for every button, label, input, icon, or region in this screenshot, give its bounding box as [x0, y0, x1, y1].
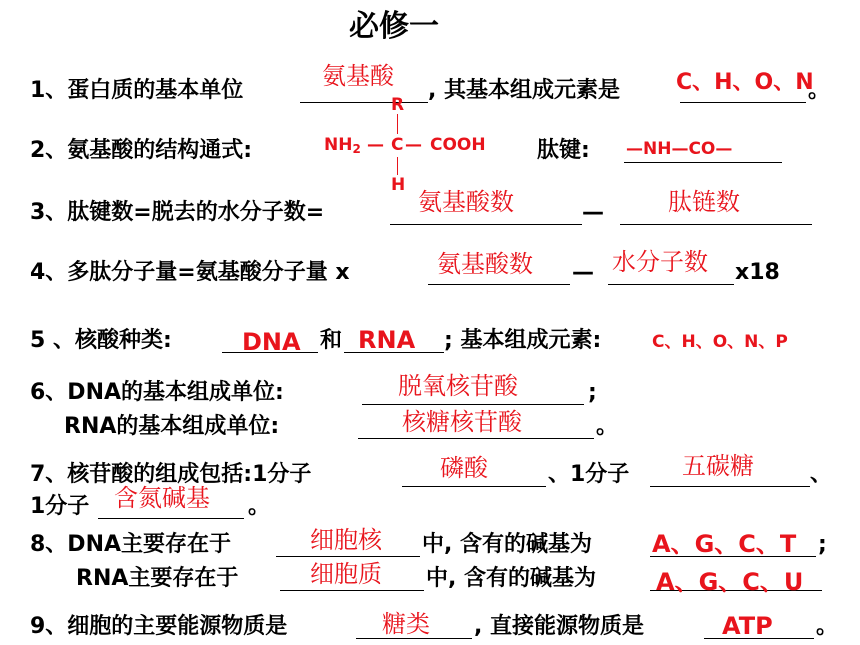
q8-answer4: A、G、C、U — [656, 568, 804, 596]
q1-answer2: C、H、O、N — [676, 70, 814, 95]
formula-cooh: COOH — [430, 135, 486, 155]
q9-answer2: ATP — [722, 612, 773, 640]
formula-dash1: — — [367, 135, 384, 155]
q8-text3: RNA主要存在于 — [76, 566, 239, 591]
q1-blank1-line — [300, 102, 428, 103]
q1-text: 1、蛋白质的基本单位 — [30, 78, 244, 103]
q8-blank1-line — [276, 556, 420, 557]
q5-answer2: RNA — [358, 326, 416, 354]
q3-minus: — — [582, 200, 604, 225]
q3-blank2-line — [620, 224, 812, 225]
q6-blank2-line — [358, 438, 594, 439]
q7-answer2: 五碳糖 — [682, 452, 754, 480]
q5-text: 5 、核酸种类: — [30, 328, 172, 353]
q9-blank1-line — [356, 638, 472, 639]
q8-end1: ; — [818, 532, 827, 557]
formula-bond-bottom — [397, 157, 398, 175]
formula-h: H — [391, 175, 406, 195]
q4-blank2-line — [608, 284, 734, 285]
q6-end1: ; — [588, 380, 597, 405]
q4-answer2: 水分子数 — [612, 248, 708, 276]
q2-blank-line — [624, 162, 782, 163]
q7-end: 。 — [248, 494, 271, 519]
q1-end: 。 — [808, 78, 831, 103]
q1-text2: , 其基本组成元素是 — [428, 78, 621, 103]
q8-answer1: 细胞核 — [310, 526, 382, 554]
q4-blank1-line — [428, 284, 570, 285]
q1-blank2-line — [680, 102, 806, 103]
q6-text2: RNA的基本组成单位: — [64, 414, 280, 439]
q7-text3: 、 — [810, 462, 833, 487]
q6-answer2: 核糖核苷酸 — [402, 408, 522, 436]
q8-answer3: 细胞质 — [310, 560, 382, 588]
q5-text2: ; 基本组成元素: — [444, 328, 602, 353]
q9-end: 。 — [816, 614, 839, 639]
q6-text: 6、DNA的基本组成单位: — [30, 380, 284, 405]
q3-answer1: 氨基酸数 — [418, 188, 514, 216]
q7-text2: 、1分子 — [548, 462, 630, 487]
q3-blank1-line — [390, 224, 582, 225]
q6-end2: 。 — [596, 414, 619, 439]
q1-answer1: 氨基酸 — [322, 62, 394, 90]
q6-answer1: 脱氧核苷酸 — [398, 372, 518, 400]
formula-bond-top — [397, 114, 398, 134]
q4-minus: — — [572, 260, 594, 285]
q4-tail: x18 — [735, 260, 780, 285]
q7-blank2-line — [650, 486, 810, 487]
q2-peptide-label: 肽键: — [537, 138, 590, 163]
q7-text: 7、核苷酸的组成包括:1分子 — [30, 462, 312, 487]
q5-and: 和 — [320, 328, 343, 353]
q4-text: 4、多肽分子量=氨基酸分子量 x — [30, 260, 350, 285]
q7-answer1: 磷酸 — [440, 454, 488, 482]
q3-answer2: 肽链数 — [668, 188, 740, 216]
q7-blank3-line — [98, 518, 244, 519]
q8-text4: 中, 含有的碱基为 — [426, 566, 597, 591]
page-title: 必修一 — [349, 9, 439, 44]
q8-text: 8、DNA主要存在于 — [30, 532, 232, 557]
q7-answer3: 含氮碱基 — [114, 484, 210, 512]
q9-answer1: 糖类 — [382, 610, 430, 638]
q8-text2: 中, 含有的碱基为 — [422, 532, 593, 557]
q8-blank3-line — [280, 590, 424, 591]
q3-text: 3、肽键数=脱去的水分子数= — [30, 200, 325, 225]
q5-answer1: DNA — [242, 328, 301, 356]
q2-answer: —NH—CO— — [626, 139, 733, 159]
formula-r: R — [391, 95, 405, 115]
q6-blank1-line — [362, 404, 584, 405]
q2-text: 2、氨基酸的结构通式: — [30, 138, 253, 163]
formula-dash2: — — [405, 135, 422, 155]
formula-nh2: $NH_2$ — [324, 135, 361, 156]
q5-answer3: C、H、O、N、P — [652, 332, 788, 352]
formula-c: C — [391, 135, 404, 155]
q8-answer2: A、G、C、T — [652, 530, 797, 558]
q9-text: 9、细胞的主要能源物质是 — [30, 614, 288, 639]
q4-answer1: 氨基酸数 — [437, 250, 533, 278]
q7-text4: 1分子 — [30, 494, 90, 519]
q7-blank1-line — [402, 486, 546, 487]
q9-text2: , 直接能源物质是 — [474, 614, 645, 639]
